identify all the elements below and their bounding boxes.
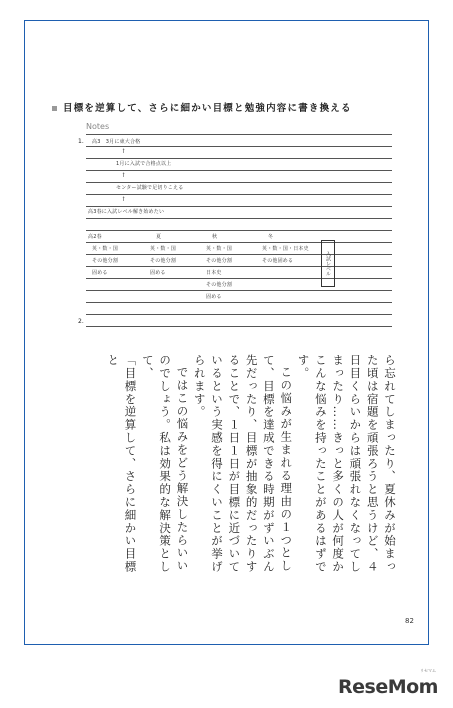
up-arrow-icon: ↑ (121, 172, 127, 179)
ruled-line (86, 218, 392, 219)
ruled-line (86, 182, 392, 183)
ruled-line (86, 242, 392, 243)
up-arrow-icon: ↑ (121, 196, 127, 203)
ruled-line (86, 278, 392, 279)
heading-text: 目標を逆算して、さらに細かい目標と勉強内容に書き換える (63, 103, 352, 114)
handwritten-note: 高3 3月に東大合格 (92, 139, 141, 145)
season-header: 冬 (268, 234, 274, 240)
body-text (68, 354, 398, 584)
season-header: 秋 (212, 234, 218, 240)
section-heading (52, 100, 352, 114)
bullet-square-icon (52, 106, 57, 111)
grid-cell: 英・数・国 (206, 246, 233, 252)
paragraph: ら忘れてしまったり、夏休みが始まった頃は宿題を頑張ろうと思うけど、４日目くらいからは頑張れなくなってしまったり……きっと多くの人が何度かこんな悩みを持ったことがあるはずです。 (296, 354, 397, 574)
season-header: 夏 (156, 234, 162, 240)
resemom-logo-kana: リセマム (420, 668, 436, 673)
grid-cell: 英・数・国・日本史 (262, 246, 309, 252)
ruled-line (86, 146, 392, 147)
paragraph: 「目標を逆算して、さらに細かい目標と (106, 354, 138, 574)
grid-cell: その他分割 (206, 258, 233, 264)
ruled-line (86, 314, 392, 315)
ruled-line (86, 290, 392, 291)
ruled-line (86, 194, 392, 195)
ruled-line (86, 158, 392, 159)
grid-cell: 英・数・国 (150, 246, 177, 252)
grid-cell: 英・数・国 (92, 246, 119, 252)
resemom-logo: ReseMom (338, 676, 438, 698)
grid-cell: 日本史 (206, 270, 222, 276)
ruled-line (86, 134, 392, 135)
grid-cell: 固める (92, 270, 108, 276)
grid-cell: その他分割 (150, 258, 177, 264)
page-number: 82 (405, 617, 414, 625)
ruled-line (86, 326, 392, 327)
ruled-line (86, 266, 392, 267)
item-number: 2. (78, 318, 84, 325)
handwritten-note: 1月に入試で合格点以上 (116, 161, 172, 167)
entrance-level-box: 入試レベル (321, 240, 335, 287)
handwritten-note: センター試験で足切りこえる (116, 185, 184, 191)
notes-label: Notes (86, 122, 110, 131)
season-header: 高2春 (88, 234, 102, 240)
up-arrow-icon: ↑ (121, 148, 127, 155)
grid-cell: その他分割 (206, 282, 233, 288)
paragraph: この悩みが生まれる理由の１つとして、目標を達成できる時期がずいぶん先だったり、目標が抽象的だったりすることで、１日１日が目標に近づいているという実感を得にくいことが挙げられます。 (192, 354, 294, 574)
ruled-line (86, 206, 392, 207)
ruled-line (86, 302, 392, 303)
ruled-line (86, 170, 392, 171)
grid-cell: 固める (150, 270, 166, 276)
paragraph: ではこの悩みをどう解決したらいいのでしょう。私は効果的な解決策として、 (140, 354, 190, 574)
grid-cell: その他分割 (92, 258, 119, 264)
item-number: 1. (78, 138, 84, 145)
ruled-line (86, 254, 392, 255)
handwritten-note: 高3春に入試レベル解き始めたい (88, 209, 165, 215)
grid-cell: 固める (206, 294, 222, 300)
grid-cell: その他固める (262, 258, 294, 264)
ruled-line (86, 230, 392, 231)
